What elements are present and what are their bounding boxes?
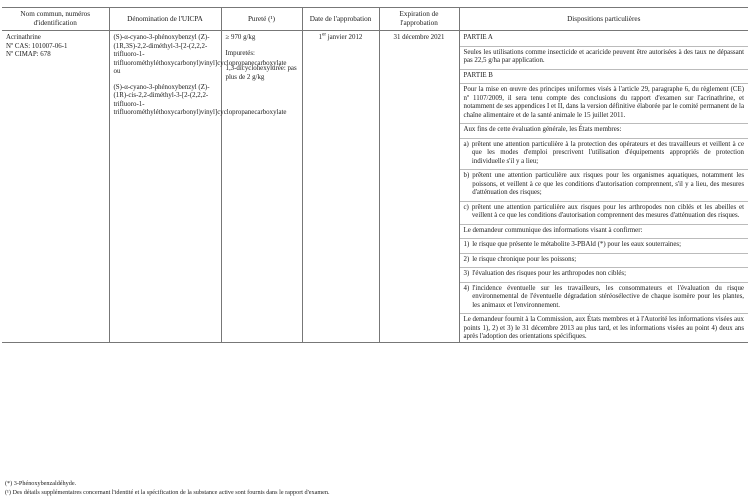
cas-number: Nº CAS: 101007-06-1: [6, 42, 68, 50]
cell-expiry: 31 décembre 2021: [379, 31, 459, 343]
cell-purity: [221, 31, 302, 343]
evaluation-list: [464, 141, 745, 221]
part-b-title: PARTIE B: [463, 71, 493, 79]
approval-ordinal: er: [322, 32, 326, 38]
header-purity: Pureté (¹): [221, 8, 302, 31]
list-item: 3) l'évaluation des risques pour les arthropodes non ciblés;: [463, 270, 627, 277]
table-row: [2, 31, 748, 343]
cell-provisions: [459, 31, 748, 343]
impurities-value: 1,3-dicyclohexylurée: pas plus de 2 g/kg: [225, 65, 297, 81]
list-item: 2) le risque chronique pour les poissons;: [463, 255, 577, 263]
confirm-intro: Le demandeur communique des informations visant à confirmer:: [463, 226, 643, 234]
approval-month-year: janvier 2012: [325, 34, 363, 41]
substance-table: [2, 7, 748, 343]
substance-name: Acrinathrine: [6, 34, 41, 41]
header-expiry: Expiration de l'approbation: [379, 8, 459, 31]
header-approval-date: Date de l'approbation: [302, 8, 379, 31]
header-provisions: Dispositions particulières: [459, 8, 748, 31]
header-name: Nom commun, numéros d'identification: [2, 8, 109, 31]
cell-approval-date: [302, 31, 379, 343]
part-b-text: Pour la mise en œuvre des principes uniformes visés à l'article 29, paragraphe 6, du règlement (CE) nº 1107/2009, il sera tenu compte des conclusions du rapport d'examen sur l'acrinathrine, et notamment de ses appendices I et II, dans la version définitive élaborée par le comité permanent de la chaîne alimentaire et de la santé animale le 15 juillet 2011.: [463, 86, 744, 119]
impurities-label: Impuretés:: [225, 49, 255, 57]
list-item: a) prêtent une attention particulière à la protection des opérateurs et des travailleurs et veillent à ce que les modes d'emploi prescrivent l'utilisation d'équipements appropriés de protection individuelle s'il y a lieu;: [463, 140, 744, 165]
table-header-row: [2, 8, 748, 31]
cimap-number: Nº CIMAP: 678: [6, 51, 51, 58]
evaluation-intro: Aux fins de cette évaluation générale, les États membres:: [463, 126, 622, 133]
iupac-name-2: (S)-α-cyano-3-phénoxybenzyl (Z)-(1R)-cis-2,2-diméthyl-3-[2-(2,2,2-trifluoro-1-trifluorométhyléthoxycarbonyl)vinyl]cyclopropanecarboxylate: [113, 83, 287, 116]
list-item: c) prêtent une attention particulière aux risques pour les arthropodes non ciblés et les abeilles et veillent à ce que les conditions d'autorisation comprennent des mesures d'atténuation des risques.: [463, 203, 744, 219]
part-a-text: Seules les utilisations comme insecticide et acaricide peuvent être autorisées à des taux ne dépassant pas 22,5 g/ha par application.: [463, 48, 744, 64]
list-item: 4) l'incidence éventuelle sur les travailleurs, les consommateurs et l'évaluation du risque environnemental de l'éventuelle dégradation stéréosélective de chaque isomère pour les plantes, les animaux et l'environnement.: [463, 284, 744, 309]
header-iupac: Dénomination de l'UICPA: [109, 8, 221, 31]
purity-value: ≥ 970 g/kg: [225, 34, 256, 41]
part-a-title: PARTIE A: [463, 34, 493, 41]
footnote-star: (*) 3-Phénoxybenzaldéhyde.: [5, 480, 77, 487]
cell-name: [2, 31, 109, 343]
list-item: 1) le risque que présente le métabolite 3-PBAld (*) pour les eaux souterraines;: [463, 241, 682, 248]
confirm-list: [464, 241, 745, 310]
approval-day: 1: [318, 34, 323, 41]
closing-text: Le demandeur fournit à la Commission, aux États membres et à l'Autorité les informations visées aux points 1), 2) et 3) le 31 décembre 2013 au plus tard, et les informations visées au point 4) deux ans après l'adoption des orientations spécifiques.: [463, 316, 744, 340]
iupac-name-1: (S)-α-cyano-3-phénoxybenzyl (Z)-(1R,3S)-2,2-diméthyl-3-[2-(2,2,2-trifluoro-1-trifluorométhyléthoxycarbonyl)vinyl]cyclopropanecarboxylate ou: [113, 34, 287, 75]
list-item: b) prêtent une attention particulière aux risques pour les organismes aquatiques, notamment les poissons, et veillent à ce que les conditions d'autorisation comprennent, s'il y a lieu, des mesures d'atténuation des risques;: [463, 172, 744, 196]
footnote-one: (¹) Des détails supplémentaires concernant l'identité et la spécification de la substance active sont fournis dans le rapport d'examen.: [5, 489, 330, 496]
